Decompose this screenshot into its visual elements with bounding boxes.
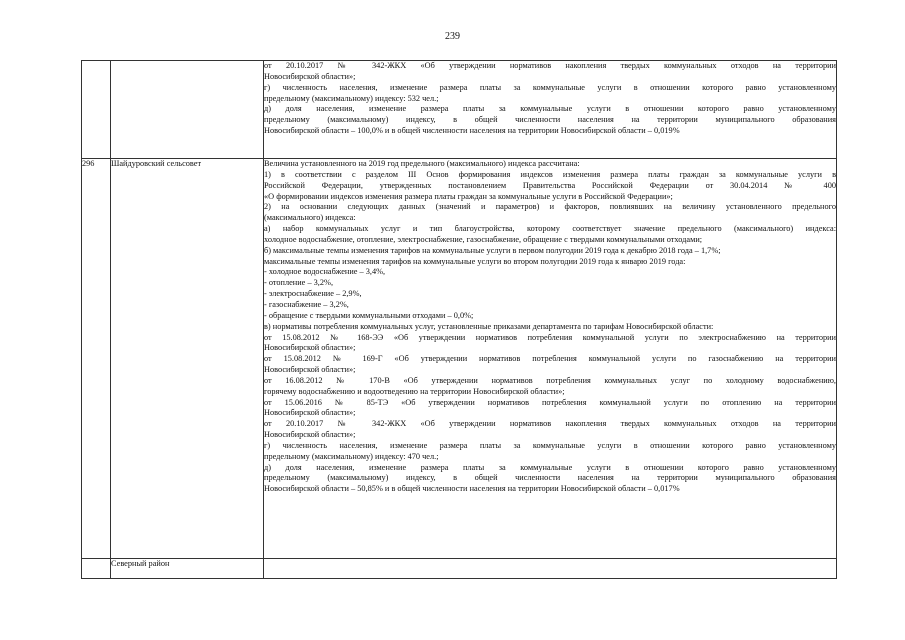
description-text: [264, 159, 836, 495]
text-line: д) доля населения, изменение размера платы за коммунальные услуги в отношении которого равно установленному: [264, 462, 836, 472]
text-line: Новосибирской области – 100,0% и в общей численности населения на территории Новосибирской области – 0,019%: [264, 126, 680, 136]
text-line: от 16.08.2012 № 170-В «Об утверждении нормативов потребления коммунальных услуг по холодному водоснабжению,: [264, 375, 836, 385]
table-row: [82, 559, 837, 579]
text-line: Российской Федерации, утвержденных постановлением Правительства Российской Федерации от 30.04.2014 № 400: [264, 180, 836, 190]
row-number-cell: [82, 61, 111, 159]
text-line: Новосибирской области»;: [264, 71, 356, 81]
text-line: горячему водоснабжению и водоотведению на территории Новосибирской области»;: [264, 386, 565, 396]
text-line: Величина установленного на 2019 год предельного (максимального) индекса рассчитана:: [264, 159, 580, 168]
text-line: от 15.08.2012 № 169-Г «Об утверждении нормативов потребления коммунальной услуги по газоснабжению на территории: [264, 354, 836, 364]
text-line: 1) в соответствии с разделом III Основ формирования индексов изменения размера платы граждан за коммунальные услуги в: [264, 169, 836, 179]
text-line: - обращение с твердыми коммунальными отходами – 0,0%;: [264, 310, 474, 320]
text-line: предельному (максимальному) индексу, в общей численности населения на территории муниципального образования: [264, 115, 836, 125]
text-line: «О формировании индексов изменения размера платы граждан за коммунальные услуги в Российской Федерации»;: [264, 191, 673, 201]
text-line: предельному (максимальному) индексу: 532 чел.;: [264, 93, 439, 103]
description-cell: [264, 159, 837, 559]
text-line: в) нормативы потребления коммунальных услуг, установленные приказами департамента по тарифам Новосибирской области:: [264, 321, 714, 331]
municipality-name-cell: [111, 61, 264, 159]
municipality-name-cell: Шайдуровский сельсовет: [111, 159, 264, 559]
description-text: [264, 61, 836, 137]
text-line: а) набор коммунальных услуг и тип благоустройства, которому соответствует значение предельного (максимального) индекса:: [264, 224, 836, 234]
text-line: от 15.08.2012 № 168-ЭЭ «Об утверждении нормативов потребления коммунальной услуги по электроснабжению на территории: [264, 332, 836, 342]
page-number: 239: [445, 31, 460, 42]
text-line: предельному (максимальному) индексу, в общей численности населения на территории муниципального образования: [264, 473, 836, 483]
description-cell: [264, 61, 837, 159]
indices-table: [81, 60, 837, 579]
text-line: - отопление – 3,2%,: [264, 278, 334, 288]
text-line: предельному (максимальному) индексу: 470 чел.;: [264, 451, 439, 461]
text-line: от 15.06.2016 № 85-ТЭ «Об утверждении нормативов потребления коммунальной услуги по отоплению на территории: [264, 397, 836, 407]
table-row: [82, 159, 837, 559]
text-line: б) максимальные темпы изменения тарифов на коммунальные услуги в первом полугодии 2019 года к декабрю 2018 года – 1,7%;: [264, 245, 721, 255]
region-heading-cell: Северный район: [111, 559, 264, 579]
text-line: Новосибирской области»;: [264, 365, 356, 375]
row-number-cell: [82, 559, 111, 579]
text-line: - газоснабжение – 3,2%,: [264, 299, 349, 309]
text-line: Новосибирской области»;: [264, 408, 356, 418]
row-number-cell: 296: [82, 159, 111, 559]
description-cell: [264, 559, 837, 579]
text-line: Новосибирской области»;: [264, 430, 356, 440]
text-line: г) численность населения, изменение размера платы за коммунальные услуги в отношении которого равно установленному: [264, 82, 836, 92]
text-line: д) доля населения, изменение размера платы за коммунальные услуги в отношении которого равно установленному: [264, 104, 836, 114]
text-line: максимальные темпы изменения тарифов на коммунальные услуги во втором полугодии 2019 года к январю 2019 года:: [264, 256, 686, 266]
text-line: от 20.10.2017 № 342-ЖКХ «Об утверждении нормативов накопления твердых коммунальных отходов на территории: [264, 419, 836, 429]
text-line: г) численность населения, изменение размера платы за коммунальные услуги в отношении которого равно установленному: [264, 440, 836, 450]
text-line: от 20.10.2017 № 342-ЖКХ «Об утверждении нормативов накопления твердых коммунальных отходов на территории: [264, 61, 836, 70]
text-line: - холодное водоснабжение – 3,4%,: [264, 267, 386, 277]
text-line: (максимального) индекса:: [264, 213, 356, 223]
text-line: 2) на основании следующих данных (значений и параметров) и факторов, повлиявших на величину установленного предельного: [264, 202, 836, 212]
text-line: Новосибирской области – 50,85% и в общей численности населения на территории Новосибирской области – 0,017%: [264, 484, 680, 494]
table-row: [82, 61, 837, 159]
text-line: холодное водоснабжение, отопление, электроснабжение, газоснабжение, обращение с твердыми коммунальными отходами;: [264, 234, 703, 244]
text-line: - электроснабжение – 2,9%,: [264, 289, 362, 299]
text-line: Новосибирской области»;: [264, 343, 356, 353]
